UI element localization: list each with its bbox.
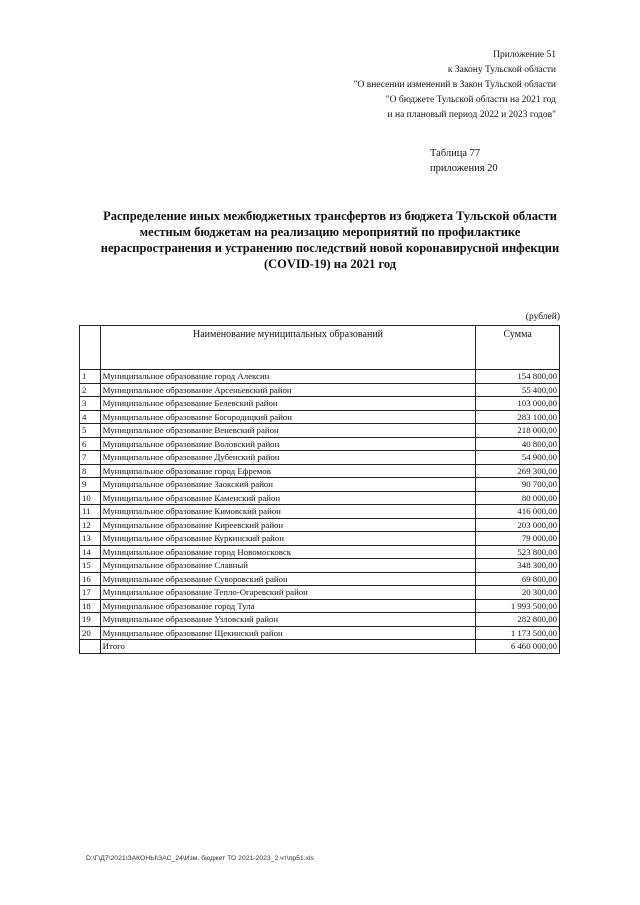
table-row	[80, 599, 560, 613]
table-row	[80, 370, 560, 384]
table-row	[80, 613, 560, 627]
table-row	[80, 464, 560, 478]
table-row	[80, 586, 560, 600]
row-sum: 40 800,00	[476, 437, 560, 451]
row-number: 13	[80, 532, 101, 546]
row-sum: 218 000,00	[476, 424, 560, 438]
row-name: Муниципальное образование Славный	[100, 559, 476, 573]
row-sum: 283 100,00	[476, 410, 560, 424]
row-sum: 103 000,00	[476, 397, 560, 411]
row-name: Муниципальное образование город Новомосковск	[100, 545, 476, 559]
row-name: Муниципальное образование Куркинский район	[100, 532, 476, 546]
row-sum: 282 800,00	[476, 613, 560, 627]
transfers-table	[79, 325, 560, 654]
table-ref-line-2: приложения 20	[430, 163, 498, 174]
row-number: 9	[80, 478, 101, 492]
total-number-cell	[80, 640, 101, 654]
row-sum: 269 300,00	[476, 464, 560, 478]
annex-line-5: и на плановый период 2022 и 2023 годов"	[387, 110, 556, 120]
row-name: Муниципальное образование город Алексин	[100, 370, 476, 384]
title-line-1: Распределение иных межбюджетных трансфертов из бюджета Тульской области	[103, 209, 557, 223]
table-reference	[430, 146, 550, 176]
row-name: Муниципальное образование Дубенский район	[100, 451, 476, 465]
table-row	[80, 424, 560, 438]
row-sum: 416 000,00	[476, 505, 560, 519]
row-number: 10	[80, 491, 101, 505]
row-number: 7	[80, 451, 101, 465]
row-name: Муниципальное образование Кимовский район	[100, 505, 476, 519]
row-sum: 80 000,00	[476, 491, 560, 505]
row-number: 12	[80, 518, 101, 532]
table-row	[80, 410, 560, 424]
file-path-footer: D:\Г\Д7\2021\ЗАКОНЫ\ЗАС_24\Изм. бюджет ТО 2021-2023_2 чт\пр51.xls	[86, 855, 314, 862]
total-row	[80, 640, 560, 654]
row-sum: 79 000,00	[476, 532, 560, 546]
units-label: (рублей)	[525, 312, 560, 322]
row-sum: 523 800,00	[476, 545, 560, 559]
row-name: Муниципальное образование Киреевский район	[100, 518, 476, 532]
header-number	[80, 326, 101, 370]
row-name: Муниципальное образование город Ефремов	[100, 464, 476, 478]
row-name: Муниципальное образование Веневский район	[100, 424, 476, 438]
table-row	[80, 505, 560, 519]
table-row	[80, 532, 560, 546]
row-number: 20	[80, 626, 101, 640]
table-row	[80, 383, 560, 397]
row-number: 2	[80, 383, 101, 397]
row-name: Муниципальное образование Воловский район	[100, 437, 476, 451]
annex-line-1: Приложение 51	[493, 50, 556, 60]
row-number: 17	[80, 586, 101, 600]
table-row	[80, 491, 560, 505]
table-row	[80, 545, 560, 559]
table-ref-line-1: Таблица 77	[430, 148, 481, 159]
annex-line-2: к Закону Тульской области	[447, 65, 556, 75]
document-title	[70, 208, 590, 272]
table-row	[80, 437, 560, 451]
total-label: Итого	[100, 640, 476, 654]
row-number: 18	[80, 599, 101, 613]
row-sum: 1 993 500,00	[476, 599, 560, 613]
row-name: Муниципальное образование город Тула	[100, 599, 476, 613]
table-header-row	[80, 326, 560, 370]
title-line-3: нераспространения и устранению последствий новой коронавирусной инфекции	[100, 241, 560, 255]
row-sum: 1 173 500,00	[476, 626, 560, 640]
annex-reference	[300, 48, 556, 123]
table-row	[80, 397, 560, 411]
row-name: Муниципальное образование Тепло-Огаревский район	[100, 586, 476, 600]
table-row	[80, 478, 560, 492]
row-sum: 154 800,00	[476, 370, 560, 384]
row-name: Муниципальное образование Каменский район	[100, 491, 476, 505]
row-number: 15	[80, 559, 101, 573]
row-number: 16	[80, 572, 101, 586]
annex-line-4: "О бюджете Тульской области на 2021 год	[385, 95, 556, 105]
row-name: Муниципальное образование Арсеньевский район	[100, 383, 476, 397]
title-line-2: местным бюджетам на реализацию мероприятий по профилактике	[139, 225, 521, 239]
row-number: 6	[80, 437, 101, 451]
table-row	[80, 572, 560, 586]
table-row	[80, 518, 560, 532]
row-name: Муниципальное образование Белевский район	[100, 397, 476, 411]
row-sum: 54 900,00	[476, 451, 560, 465]
row-number: 1	[80, 370, 101, 384]
row-name: Муниципальное образование Щекинский район	[100, 626, 476, 640]
row-number: 11	[80, 505, 101, 519]
row-sum: 69 800,00	[476, 572, 560, 586]
row-sum: 20 300,00	[476, 586, 560, 600]
total-sum: 6 460 000,00	[476, 640, 560, 654]
row-sum: 90 700,00	[476, 478, 560, 492]
row-number: 5	[80, 424, 101, 438]
row-name: Муниципальное образование Суворовский район	[100, 572, 476, 586]
table-row	[80, 626, 560, 640]
row-number: 14	[80, 545, 101, 559]
row-name: Муниципальное образование Узловский район	[100, 613, 476, 627]
table-row	[80, 451, 560, 465]
row-sum: 348 300,00	[476, 559, 560, 573]
table-row	[80, 559, 560, 573]
table-body	[80, 370, 560, 640]
row-number: 8	[80, 464, 101, 478]
title-line-4: (COVID-19) на 2021 год	[263, 257, 397, 271]
row-sum: 203 000,00	[476, 518, 560, 532]
annex-line-3: "О внесении изменений в Закон Тульской области	[353, 80, 556, 90]
row-number: 3	[80, 397, 101, 411]
row-name: Муниципальное образование Богородицкий район	[100, 410, 476, 424]
row-name: Муниципальное образование Заокский район	[100, 478, 476, 492]
header-sum: Сумма	[476, 326, 560, 370]
row-number: 19	[80, 613, 101, 627]
row-number: 4	[80, 410, 101, 424]
row-sum: 55 400,00	[476, 383, 560, 397]
header-name: Наименование муниципальных образований	[100, 326, 476, 370]
